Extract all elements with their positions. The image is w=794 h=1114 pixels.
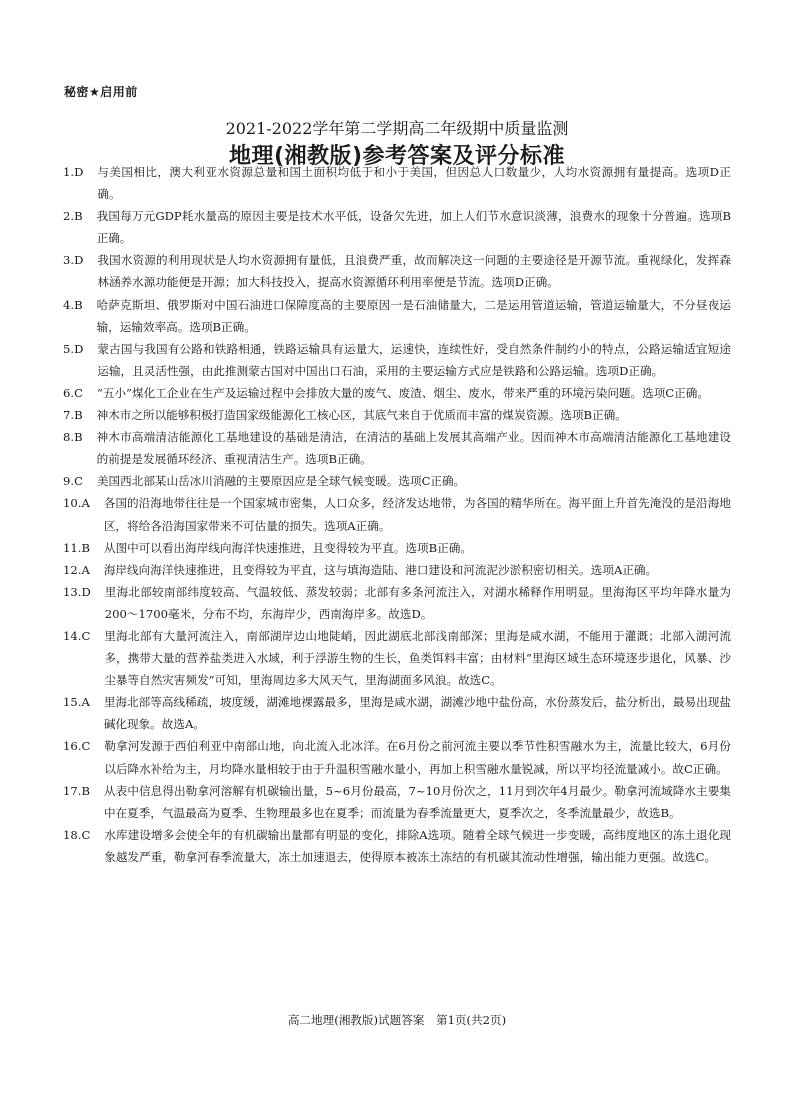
question-index: 11. — [63, 540, 82, 555]
answer-letter: B — [81, 783, 90, 798]
answer-letter: D — [81, 584, 91, 599]
question-index: 12. — [63, 562, 82, 577]
answer-item — [63, 338, 731, 382]
answer-item — [63, 161, 731, 205]
answer-explanation: 我国水资源的利用现状是人均水资源拥有量低，且浪费严重，故而解决这一问题的主要途径是开源节流。重视绿化，发挥森林涵养水源功能便是开源；加大科技投入，提高水资源循环利用率便是节流。选项D正确。 — [97, 253, 731, 290]
question-number — [63, 249, 97, 271]
answer-item — [63, 294, 731, 338]
question-number — [63, 404, 97, 426]
question-number — [63, 161, 97, 183]
question-number — [63, 537, 104, 559]
answer-item — [63, 780, 731, 824]
answer-letter: B — [74, 430, 83, 445]
document-title: 地理(湘教版)参考答案及评分标准 — [228, 144, 566, 169]
answer-explanation: 神木市高端清洁能源化工基地建设的基础是清洁，在清洁的基础上发展其高端产业。因而神木市高端清洁能源化工基地建设的前提是发展循环经济、重视清洁生产。选项B正确。 — [96, 430, 731, 467]
answer-explanation: 勒拿河发源于西伯利亚中南部山地，向北流入北冰洋。在6月份之前河流主要以季节性积雪融水为主，流量比较大，6月份以后降水补给为主，月均降水量相较于由于升温积雪融水量小，再加上积雪融水量锐减，所以平均径流量减小。故C正确。 — [104, 739, 731, 776]
question-index: 3. — [63, 253, 75, 268]
question-index: 13. — [63, 584, 82, 599]
answer-item — [63, 625, 731, 691]
question-index: 2. — [63, 209, 75, 224]
answer-letter: C — [81, 739, 91, 754]
answer-letter: B — [74, 408, 83, 423]
confidential-label: 秘密★启用前 — [64, 85, 138, 99]
question-number — [63, 492, 104, 514]
answer-explanation: 蒙古国与我国有公路和铁路相通，铁路运输具有运量大，运速快，连续性好，受自然条件制约小的特点，公路运输适宜短途运输，且灵活性强，由此推测蒙古国对中国出口石油，采用的主要运输方式应是铁路和公路运输。选项D正确。 — [97, 341, 731, 378]
question-index: 5. — [63, 341, 75, 356]
question-number — [63, 470, 97, 492]
answer-explanation: 水库建设增多会使全年的有机碳输出量都有明显的变化，排除A选项。随着全球气候进一步变暖，高纬度地区的冻土退化现象越发严重，勒拿河春季流量大，冻土加速退去，使得原本被冻土冻结的有机碳其流动性增强，输出能力更强。故选C。 — [104, 827, 731, 864]
question-index: 8. — [63, 430, 75, 445]
answer-explanation: 里海北部等高线稀疏，坡度缓，湖滩地裸露最多，里海是咸水湖，湖滩沙地中盐份高，水份蒸发后，盐分析出，最易出现盐碱化现象。故选A。 — [103, 695, 731, 732]
answer-explanation: 里海北部较南部纬度较高、气温较低、蒸发较弱；北部有多条河流注入，对湖水稀释作用明显。里海海区平均年降水量为200～1700毫米，分布不均，东海岸少，西南海岸多。故选D。 — [104, 584, 731, 621]
question-index: 15. — [63, 695, 82, 710]
answer-item — [63, 735, 731, 779]
page-footer: 高二地理(湘教版)试题答案 第1页(共2页) — [287, 1013, 507, 1027]
answer-explanation: 神木市之所以能够积极打造国家级能源化工核心区，其底气来自于优质而丰富的煤炭资源。选项B正确。 — [96, 408, 627, 423]
answer-explanation: 我国每万元GDP耗水量高的原因主要是技术水平低，设备欠先进，加上人们节水意识淡薄，浪费水的现象十分普遍。选项B正确。 — [96, 209, 731, 246]
answer-item — [63, 581, 731, 625]
answer-letter: C — [74, 385, 83, 400]
answer-letter: D — [74, 253, 84, 268]
document-subtitle: 2021-2022学年第二学期高二年级期中质量监测 — [225, 119, 569, 138]
question-number — [63, 780, 104, 802]
question-index: 18. — [63, 827, 82, 842]
question-index: 10. — [63, 496, 82, 511]
answer-explanation: 与美国相比，澳大利亚水资源总量和国土面积均低于和小于美国，但因总人口数量少，人均水资源拥有量提高。选项D正确。 — [97, 165, 731, 202]
question-number — [63, 382, 97, 404]
answer-item — [63, 824, 731, 868]
answer-list — [63, 161, 731, 868]
answer-explanation: 从图中可以看出海岸线向海洋快速推进，且变得较为平直。选项B正确。 — [103, 540, 472, 555]
answer-letter: B — [74, 297, 83, 312]
answer-letter: D — [74, 341, 84, 356]
answer-item — [63, 559, 731, 581]
answer-item — [63, 382, 731, 404]
question-index: 6. — [63, 385, 75, 400]
answer-item — [63, 492, 731, 536]
question-number — [63, 426, 97, 448]
answer-item — [63, 426, 731, 470]
answer-explanation: “五小”煤化工企业在生产及运输过程中会排放大量的废气、废渣、烟尘、废水，带来严重的环境污染问题。选项C正确。 — [96, 385, 709, 400]
answer-explanation: 各国的沿海地带往往是一个国家城市密集，人口众多，经济发达地带，为各国的精华所在。海平面上升首先淹没的是沿海地区，将给各沿海国家带来不可估量的损失。选项A正确。 — [103, 496, 731, 533]
answer-letter: C — [81, 827, 91, 842]
question-index: 14. — [63, 628, 82, 643]
answer-letter: D — [74, 165, 84, 179]
question-index: 1. — [63, 165, 75, 179]
answer-letter: A — [81, 496, 90, 511]
answer-item — [63, 205, 731, 249]
answer-item — [63, 537, 731, 559]
question-index: 7. — [63, 408, 75, 423]
question-index: 17. — [63, 783, 82, 798]
answer-item — [63, 404, 731, 426]
answer-letter: B — [81, 540, 90, 555]
answer-item — [63, 249, 731, 293]
answer-letter: C — [74, 474, 83, 489]
question-number — [63, 205, 97, 227]
answer-explanation: 哈萨克斯坦、俄罗斯对中国石油进口保障度高的主要原因一是石油储量大，二是运用管道运输，管道运输量大，不分昼夜运输，运输效率高。选项B正确。 — [96, 297, 731, 334]
question-number — [63, 338, 97, 360]
question-number — [63, 581, 105, 603]
question-number — [63, 691, 104, 713]
answer-item — [63, 691, 731, 735]
answer-letter: A — [81, 695, 90, 710]
question-index: 16. — [63, 739, 82, 754]
question-number — [63, 824, 104, 846]
answer-letter: C — [81, 628, 91, 643]
question-number — [63, 294, 97, 316]
question-number — [63, 625, 104, 647]
answer-explanation: 美国西北部某山岳冰川消融的主要原因应是全球气候变暖。选项C正确。 — [96, 474, 466, 489]
question-number — [63, 559, 104, 581]
answer-explanation: 海岸线向海洋快速推进，且变得较为平直，这与填海造陆、港口建设和河流泥沙淤积密切相关。选项A正确。 — [103, 562, 658, 577]
question-number — [63, 735, 104, 757]
answer-letter: A — [81, 562, 90, 577]
question-index: 9. — [63, 474, 75, 489]
answer-explanation: 从表中信息得出勒拿河溶解有机碳输出量，5~6月份最高，7~10月份次之，11月到次年4月最少。勒拿河流域降水主要集中在夏季，气温最高为夏季、生物理最多也在夏季；而流量为春季流量更大，夏季次之，冬季流量最少，故选B。 — [103, 783, 731, 820]
answer-letter: B — [74, 209, 83, 224]
answer-item — [63, 470, 731, 492]
answer-explanation: 里海北部有大量河流注入，南部湖岸边山地陡峭，因此湖底北部浅南部深；里海是咸水湖，不能用于灌溉；北部入湖河流多，携带大量的营养盐类进入水域，利于浮游生物的生长，鱼类饵料丰富；由材料“里海区域生态环境逐步退化，风暴、沙尘暴等自然灾害频发”可知，里海周边多大风天气，里海湖面多风浪。故选C。 — [104, 628, 731, 688]
question-index: 4. — [63, 297, 75, 312]
